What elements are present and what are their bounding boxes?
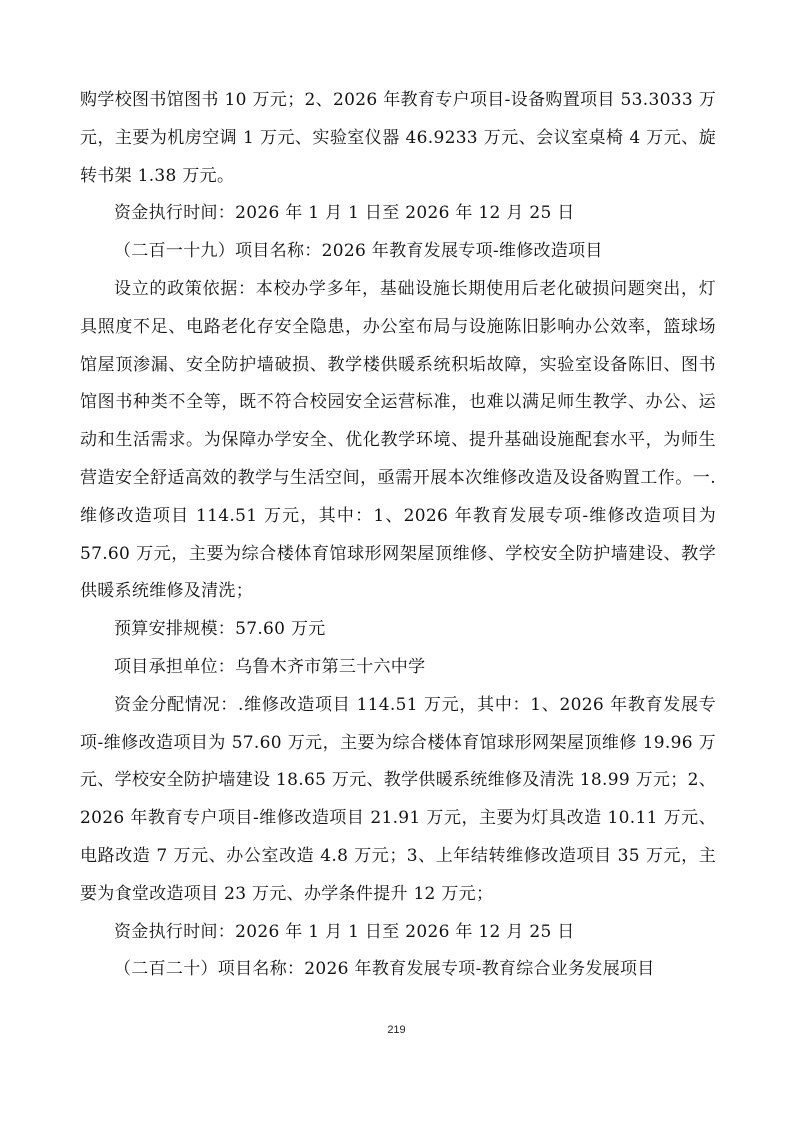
paragraph-fund-allocation: 资金分配情况：.维修改造项目 114.51 万元，其中：1、2026 年教育发展专项-维修改造项目为 57.60 万元，主要为综合楼体育馆球形网架屋顶维修 19.96 万元、学校安全防护墙建设 18.65 万元、教学供暖系统维修及清洗 18.99 万元；2、2026 年教育专户项目-维修改造项目 21.91 万元，主要为灯具改造 10.11 万元、电路改造 7 万元、办公室改造 4.8 万元；3、上年结转维修改造项目 35 万元，主要为食堂改造项目 23 万元、办学条件提升 12 万元； bbox=[80, 694, 716, 904]
project-heading-220: （二百二十）项目名称：2026 年教育发展专项-教育综合业务发展项目 bbox=[114, 959, 655, 980]
paragraph-continuation: 购学校图书馆图书 10 万元；2、2026 年教育专户项目-设备购置项目 53.3033 万元，主要为机房空调 1 万元、实验室仪器 46.9233 万元、会议室桌椅 4 万元、旋转书架 1.38 万元。 bbox=[80, 90, 716, 186]
document-body bbox=[80, 82, 716, 989]
paragraph-execution-time-2: 资金执行时间：2026 年 1 月 1 日至 2026 年 12 月 25 日 bbox=[114, 921, 575, 942]
page-number: 219 bbox=[387, 1024, 406, 1036]
project-heading-219: （二百一十九）项目名称：2026 年教育发展专项-维修改造项目 bbox=[114, 241, 603, 262]
paragraph-policy-basis: 设立的政策依据：本校办学多年，基础设施长期使用后老化破损问题突出，灯具照度不足、电路老化存安全隐患，办公室布局与设施陈旧影响办公效率，篮球场馆屋顶渗漏、安全防护墙破损、教学楼供暖系统积垢故障，实验室设备陈旧、图书馆图书种类不全等，既不符合校园安全运营标准，也难以满足师生教学、办公、运动和生活需求。为保障办学安全、优化教学环境、提升基础设施配套水平，为师生营造安全舒适高效的教学与生活空间，亟需开展本次维修改造及设备购置工作。一.维修改造项目 114.51 万元，其中：1、2026 年教育发展专项-维修改造项目为 57.60 万元，主要为综合楼体育馆球形网架屋顶维修、学校安全防护墙建设、教学供暖系统维修及清洗； bbox=[80, 278, 716, 602]
paragraph-budget-scale: 预算安排规模：57.60 万元 bbox=[114, 619, 326, 640]
paragraph-execution-time-1: 资金执行时间：2026 年 1 月 1 日至 2026 年 12 月 25 日 bbox=[114, 203, 575, 224]
paragraph-responsible-unit: 项目承担单位：乌鲁木齐市第三十六中学 bbox=[114, 656, 426, 677]
